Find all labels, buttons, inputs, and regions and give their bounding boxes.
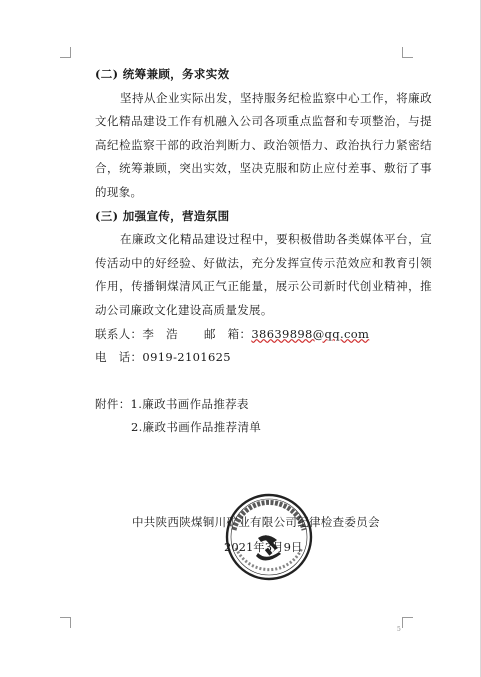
crop-mark-top-left: [60, 47, 71, 58]
crop-mark-bottom-left: [60, 617, 71, 628]
section3-paragraph: 在廉政文化精品建设过程中，要积极借助各类媒体平台，宣传活动中的好经验、好做法，充分发挥宣传示范效应和教育引领作用，传播铜煤清风正气正能量，展示公司新时代创业精神，推动公司廉政文化建设高质量发展。: [95, 232, 432, 317]
issue-date: 2021年3月9日: [224, 540, 303, 554]
contact-person: 联系人：李 浩: [95, 326, 178, 341]
section2-heading: (二) 统筹兼顾，务求实效: [95, 67, 230, 81]
page-number: 5: [397, 626, 401, 633]
document-body: [95, 63, 432, 440]
party-emblem-seal-icon: [224, 492, 314, 582]
section3-heading: (三) 加强宣传，营造氛围: [95, 208, 230, 223]
section2-paragraph: 坚持从企业实际出发，坚持服务纪检监察中心工作，将廉政文化精品建设工作有机融入公司各项重点监督和专项整治，与提高纪检监察干部的政治判断力、政治领悟力、政治执行力紧密结合，统筹兼顾，突出实效，坚决克服和防止应付差事、敷衍了事的现象。: [95, 90, 432, 199]
email-value: 38639898@qq.com: [251, 326, 370, 341]
phone-line: 电 话：0919-2101625: [95, 350, 231, 365]
crop-mark-top-right: [402, 47, 413, 58]
attachment-2: 2.廉政书画作品推荐清单: [131, 420, 262, 435]
contact-line: [95, 323, 407, 347]
crop-mark-bottom-right: [402, 617, 413, 628]
issuer-signature: 中共陕西陕煤铜川矿业有限公司纪律检查委员会: [132, 515, 380, 529]
attachment-1: 附件：1.廉政书画作品推荐表: [95, 396, 249, 411]
blank-line: [95, 370, 407, 393]
email-label: 邮 箱：: [203, 326, 252, 341]
